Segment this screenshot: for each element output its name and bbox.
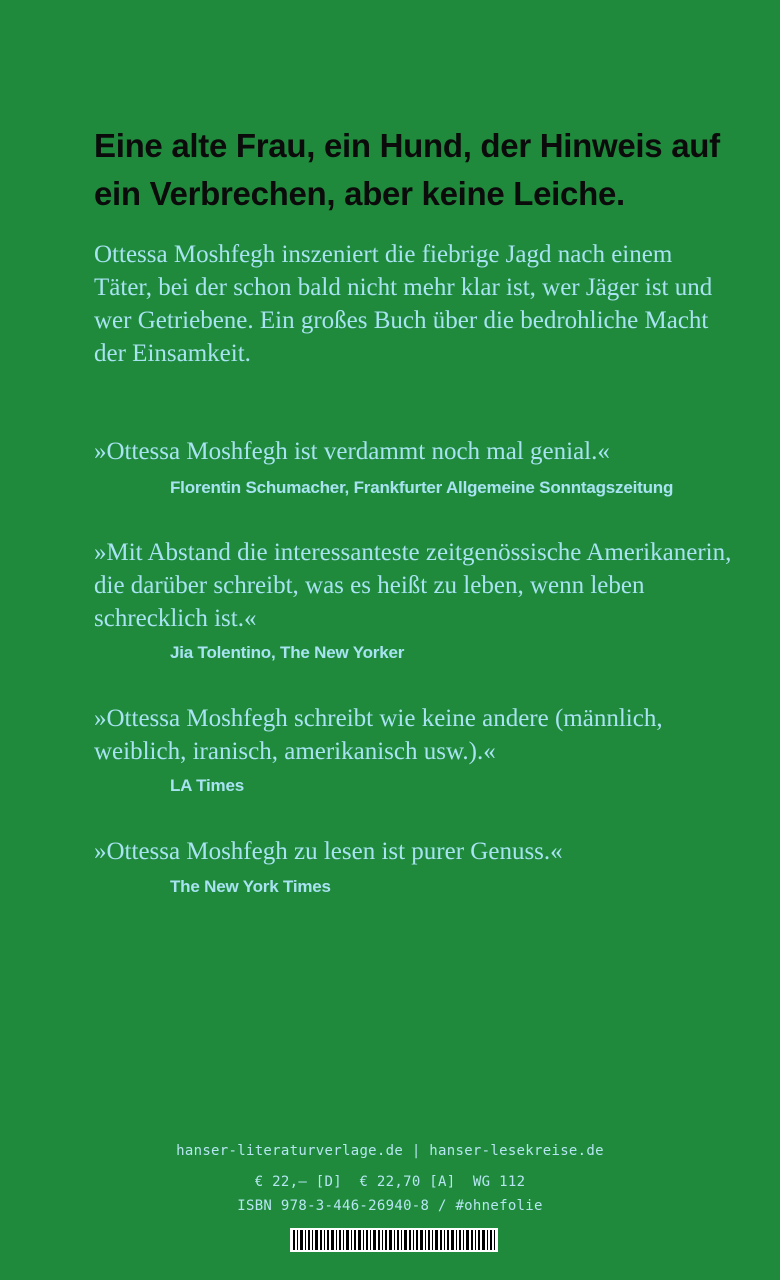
isbn-info: ISBN 978-3-446-26940-8 / #ohnefolie [237,1198,543,1214]
quote-4-source: The New York Times [170,877,331,896]
barcode [290,1228,498,1252]
quote-3-source: LA Times [170,776,244,795]
quote-1-source: Florentin Schumacher, Frankfurter Allgemeine Sonntagszeitung [170,478,674,497]
headline [94,122,734,218]
quote-1-text: »Ottessa Moshfegh ist verdammt noch mal genial.« [94,438,610,465]
publisher-websites: hanser-literaturverlage.de | hanser-lesekreise.de [176,1143,604,1159]
headline-line-1: Eine alte Frau, ein Hund, der Hinweis auf [94,127,720,164]
quote-3-text: »Ottessa Moshfegh schreibt wie keine andere (männlich, weiblich, iranisch, amerikanisch usw.).« [94,705,663,765]
headline-line-2: ein Verbrechen, aber keine Leiche. [94,175,625,212]
barcode-icon [290,1228,498,1252]
quote-2-text: »Mit Abstand die interessanteste zeitgenössische Amerikanerin, die darüber schreibt, was es heißt zu leben, wenn leben schrecklich ist.« [94,539,732,632]
quote-4-text: »Ottessa Moshfegh zu lesen ist purer Genuss.« [94,838,563,865]
quote-2-source: Jia Tolentino, The New Yorker [170,643,405,662]
blurb: Ottessa Moshfegh inszeniert die fiebrige Jagd nach einem Täter, bei der schon bald nicht mehr klar ist, wer Jäger ist und wer Getriebene. Ein großes Buch über die bedrohliche Macht der Einsamkeit. [94,241,713,367]
price-info: € 22,– [D] € 22,70 [A] WG 112 [254,1174,526,1190]
